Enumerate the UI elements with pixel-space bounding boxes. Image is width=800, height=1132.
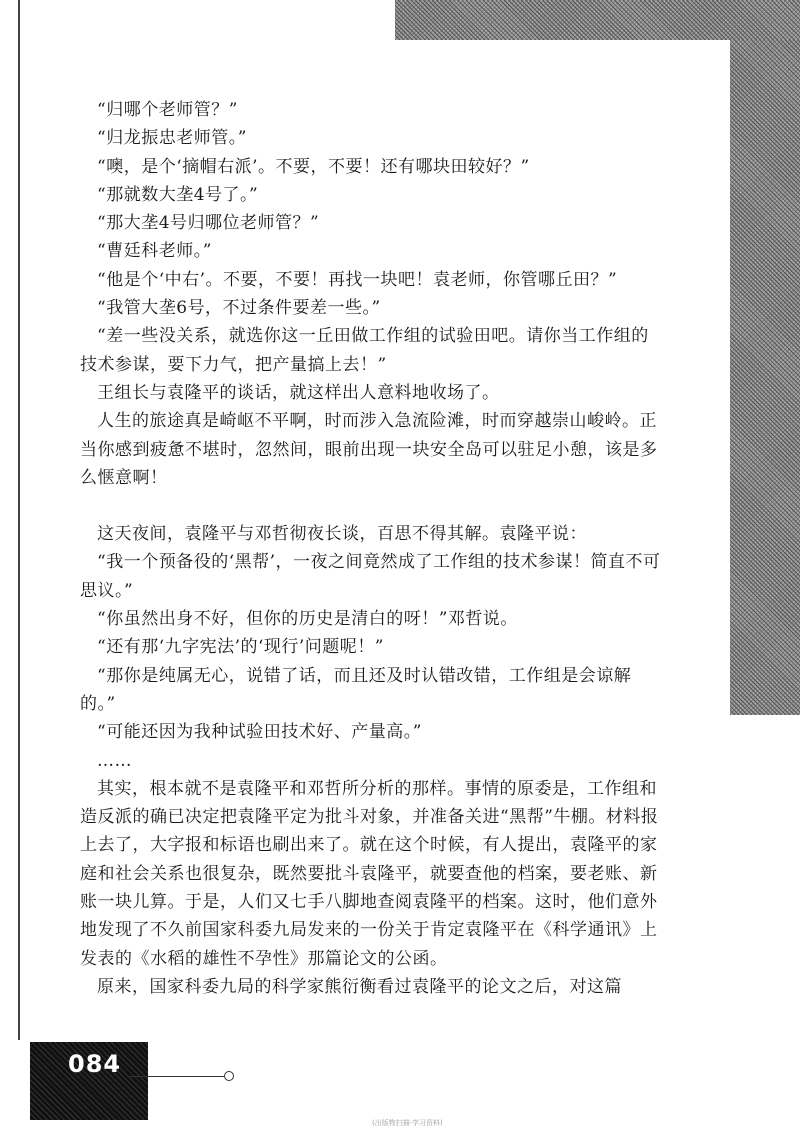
paragraph: “他是个‘中右’。不要，不要！再找一块吧！袁老师，你管哪丘田？”: [97, 269, 618, 290]
page-number-circle-icon: [224, 1071, 234, 1081]
paragraph: 人生的旅途真是崎岖不平啊，时而涉入急流险滩，时而穿越崇山峻岭。正当你感到疲惫不堪时，忽然间，眼前出现一块安全岛可以驻足小憩，该是多么惬意啊！: [80, 411, 658, 488]
paragraph: “归哪个老师管？”: [97, 100, 238, 120]
paragraph: 原来，国家科委九局的科学家熊衍衡看过袁隆平的论文之后，对这篇: [97, 976, 622, 997]
paragraph: “还有那‘九字宪法’的‘现行’问题呢！”: [97, 637, 384, 658]
footer-stamp: (出版物扫描·学习资料): [372, 1119, 443, 1127]
page-number: 084: [68, 1050, 122, 1078]
paragraph: “曹廷科老师。”: [97, 241, 212, 262]
paragraph: “我管大垄6号，不过条件要差一些。”: [97, 298, 381, 319]
paragraph: “那大垄4号归哪位老师管？”: [97, 213, 320, 234]
body-text: [80, 96, 662, 1001]
paragraph: “那你是纯属无心，说错了话，而且还及时认错改错，工作组是会谅解的。”: [80, 665, 632, 714]
section-gap: [80, 492, 662, 520]
left-margin-rule: [18, 0, 20, 1040]
paragraph: 这天夜间，袁隆平与邓哲彻夜长谈，百思不得其解。袁隆平说：: [97, 524, 587, 545]
paragraph: “那就数大垄4号了。”: [97, 184, 259, 205]
paragraph: “可能还因为我种试验田技术好、产量高。”: [97, 722, 422, 743]
paragraph: 王组长与袁隆平的谈话，就这样出人意料地收场了。: [97, 382, 500, 403]
paragraph: ……: [97, 750, 132, 771]
paragraph: “你虽然出身不好，但你的历史是清白的呀！”邓哲说。: [97, 609, 518, 630]
top-halftone-band: [395, 0, 800, 40]
side-halftone-band: [730, 40, 800, 715]
paragraph: “我一个预备役的‘黑帮’，一夜之间竟然成了工作组的技术参谋！简直不可思议。”: [80, 552, 661, 601]
page-number-rule: [130, 1076, 224, 1077]
paragraph: 其实，根本就不是袁隆平和邓哲所分析的那样。事情的原委是，工作组和造反派的确已决定把袁隆平定为批斗对象，并准备关进“黑帮”牛棚。材料报上去了，大字报和标语也刷出来了。就在这个时候，有人提出，袁隆平的家庭和社会关系也很复杂，既然要批斗袁隆平，就要查他的档案，要老账、新账一块儿算。于是，人们又七手八脚地查阅袁隆平的档案。这时，他们意外地发现了不久前国家科委九局发来的一份关于肯定袁隆平在《科学通讯》上发表的《水稻的雄性不孕性》那篇论文的公函。: [80, 778, 659, 969]
paragraph: “差一些没关系，就选你这一丘田做工作组的试验田吧。请你当工作组的技术参谋，要下力气，把产量搞上去！”: [80, 326, 649, 375]
paragraph: “归龙振忠老师管。”: [97, 128, 247, 149]
paragraph: “噢，是个‘摘帽右派’。不要，不要！还有哪块田较好？”: [97, 156, 530, 177]
